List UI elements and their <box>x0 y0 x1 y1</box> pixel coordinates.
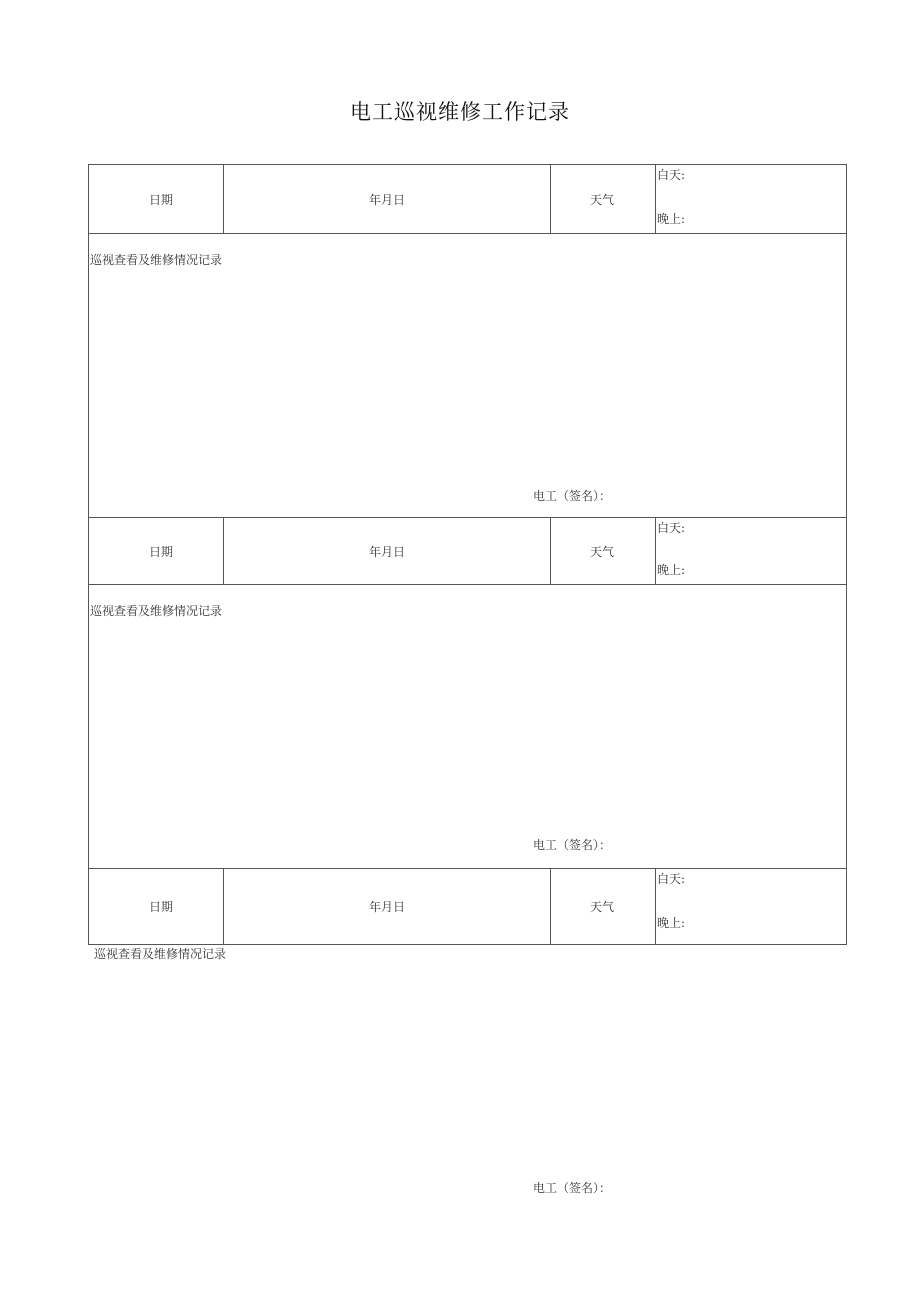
day-weather-field[interactable]: 白天: <box>657 521 686 535</box>
weather-label: 天气 <box>590 193 615 207</box>
signature-field[interactable]: 电工（签名）： <box>533 838 612 852</box>
record-section-label: 巡视查看及维修情况记录 <box>94 947 227 961</box>
block-3-divider-3 <box>655 868 656 945</box>
page-title: 电工巡视维修工作记录 <box>350 100 570 124</box>
weather-label: 天气 <box>590 545 615 559</box>
record-content-area[interactable] <box>90 270 845 475</box>
record-section-label: 巡视查看及维修情况记录 <box>90 604 223 618</box>
date-label: 日期 <box>149 900 174 914</box>
record-content-area[interactable] <box>90 622 845 827</box>
day-weather-field[interactable]: 白天: <box>657 168 686 182</box>
date-label: 日期 <box>149 545 174 559</box>
block-1-divider-1 <box>223 164 224 234</box>
block-1-header-bottom-line <box>88 233 847 234</box>
record-section-label: 巡视查看及维修情况记录 <box>90 253 223 267</box>
night-weather-field[interactable]: 晚上: <box>657 916 686 930</box>
block-1-divider-3 <box>655 164 656 234</box>
date-value-field[interactable]: 年月日 <box>369 193 406 207</box>
block-2-header-bottom-line <box>88 584 847 585</box>
block-1-divider-2 <box>550 164 551 234</box>
block-3-divider-1 <box>223 868 224 945</box>
date-value-field[interactable]: 年月日 <box>369 545 406 559</box>
record-content-area[interactable] <box>94 965 844 1170</box>
signature-field[interactable]: 电工（签名）： <box>533 1181 612 1195</box>
block-2-divider-3 <box>655 517 656 585</box>
date-label: 日期 <box>149 193 174 207</box>
block-3-frame <box>88 868 847 945</box>
block-2-divider-1 <box>223 517 224 585</box>
night-weather-field[interactable]: 晚上: <box>657 563 686 577</box>
date-value-field[interactable]: 年月日 <box>369 900 406 914</box>
night-weather-field[interactable]: 晚上: <box>657 212 686 226</box>
block-3-divider-2 <box>550 868 551 945</box>
block-2-divider-2 <box>550 517 551 585</box>
signature-field[interactable]: 电工（签名）： <box>533 489 612 503</box>
weather-label: 天气 <box>590 900 615 914</box>
day-weather-field[interactable]: 白天: <box>657 872 686 886</box>
